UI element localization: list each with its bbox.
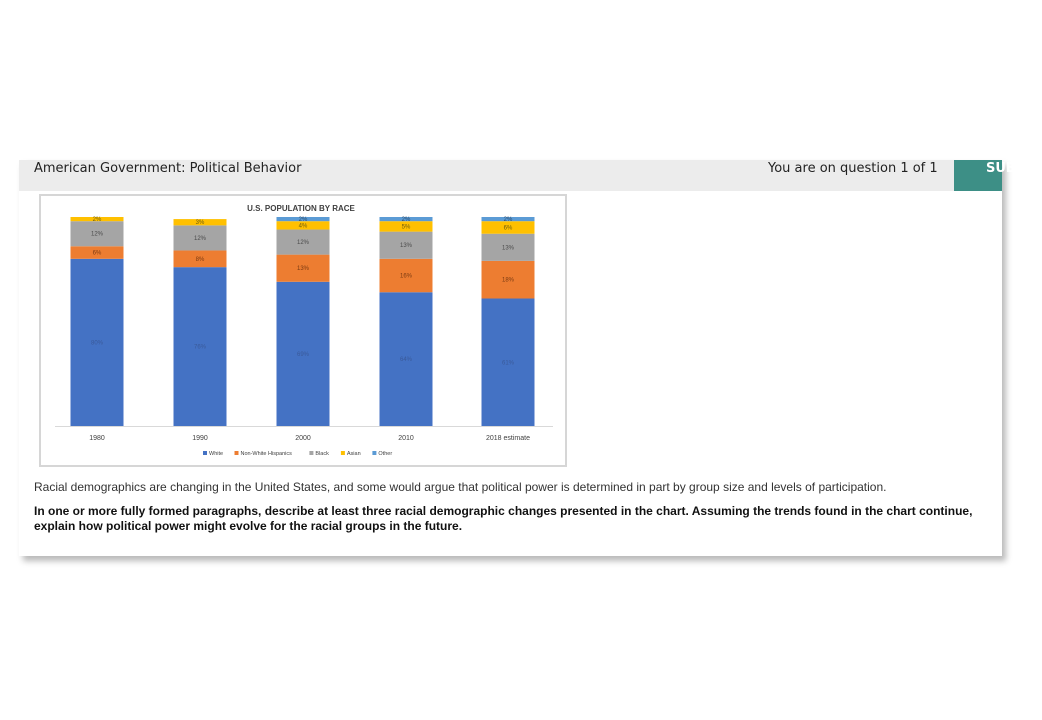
data-label: 5% (401, 224, 411, 231)
data-label: 16% (399, 273, 413, 280)
data-label: 6% (92, 250, 102, 257)
data-label: 61% (501, 360, 515, 367)
data-label: 2% (503, 217, 513, 224)
legend-swatch (372, 451, 376, 455)
data-label: 13% (296, 266, 310, 273)
chart-svg (41, 196, 565, 465)
data-label: 76% (193, 344, 207, 351)
data-label: 3% (195, 220, 205, 227)
legend-label: Other (378, 451, 393, 457)
question-header (19, 160, 1002, 191)
question-text: In one or more fully formed paragraphs, describe at least three racial demographic changes presented in the chart. Assuming the trends found in the chart continue, explain how political power might evolve for the racial groups in the future. (34, 504, 973, 533)
data-label: 2% (401, 217, 411, 224)
data-label: 4% (298, 223, 308, 230)
data-label: 18% (501, 277, 515, 284)
data-label: 13% (399, 243, 413, 250)
x-tick-label: 2010 (398, 435, 414, 442)
population-chart (39, 194, 567, 467)
x-tick-label: 2000 (295, 435, 311, 442)
x-tick-label: 2018 estimate (486, 435, 530, 442)
course-title: American Government: Political Behavior (34, 161, 302, 176)
data-label: 12% (296, 240, 310, 247)
question-card (19, 160, 1002, 556)
data-label: 69% (296, 351, 310, 358)
data-label: 2% (298, 217, 308, 224)
legend-label: Black (315, 451, 329, 457)
data-label: 2% (92, 217, 102, 224)
x-tick-label: 1980 (89, 435, 105, 442)
prompt-text: Racial demographics are changing in the United States, and some would argue that political power is determined in part by group size and levels of participation. (34, 480, 887, 494)
data-label: 8% (195, 256, 205, 263)
legend-swatch (309, 451, 313, 455)
legend-swatch (203, 451, 207, 455)
legend-swatch (341, 451, 345, 455)
legend-label: Asian (346, 451, 361, 457)
x-tick-label: 1990 (192, 435, 208, 442)
data-label: 80% (90, 340, 104, 347)
data-label: 12% (193, 235, 207, 242)
submit-button[interactable]: SUBMIT (954, 160, 1002, 191)
legend-swatch (235, 451, 239, 455)
chart-title: U.S. POPULATION BY RACE (247, 204, 355, 213)
legend-label: White (209, 451, 224, 457)
data-label: 64% (399, 357, 413, 364)
question-progress: You are on question 1 of 1 (768, 161, 938, 176)
data-label: 6% (503, 225, 513, 232)
legend-label: Non-White Hispanics (240, 451, 292, 457)
data-label: 12% (90, 231, 104, 238)
data-label: 13% (501, 245, 515, 252)
